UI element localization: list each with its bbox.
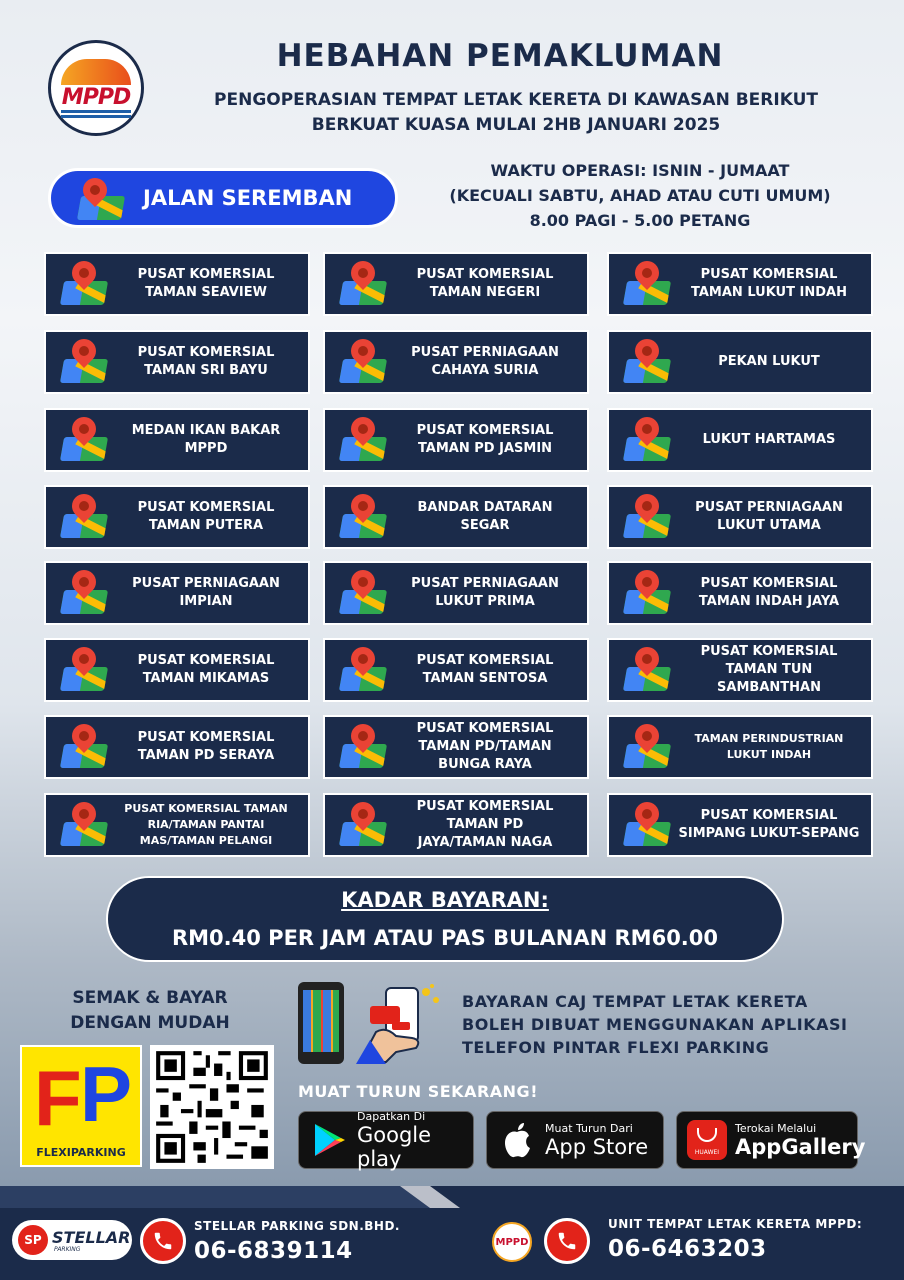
map-pin-icon (619, 492, 675, 542)
location-name-line: TAMAN MIKAMAS (142, 671, 270, 686)
location-name (675, 499, 871, 535)
location-name-line: PUSAT KOMERSIAL (416, 423, 554, 438)
pay-line-3: TELEFON PINTAR FLEXI PARKING (462, 1038, 770, 1057)
location-name-line: RIA/TAMAN PANTAI (147, 818, 265, 831)
location-name-line: PUSAT KOMERSIAL (700, 808, 838, 823)
location-name-line: PUSAT PERNIAGAAN (695, 500, 843, 515)
location-name-line: PUSAT KOMERSIAL (416, 799, 554, 814)
location-card (323, 485, 589, 549)
location-card (323, 561, 589, 625)
footer-chevron-decoration (0, 1186, 904, 1208)
location-name-line: PUSAT PERNIAGAAN (411, 345, 559, 360)
location-card (607, 793, 873, 857)
location-name-line: PUSAT KOMERSIAL (137, 500, 275, 515)
location-name-line: TAMAN SENTOSA (422, 671, 548, 686)
location-name-line: IMPIAN (179, 594, 233, 609)
check-line-2: DENGAN MUDAH (70, 1013, 230, 1033)
location-name (112, 575, 308, 611)
location-card (323, 408, 589, 472)
app-store-small: Muat Turun Dari (545, 1121, 633, 1135)
huawei-icon (687, 1120, 727, 1160)
map-pin-icon (73, 178, 123, 218)
location-name-line: TAMAN INDAH JAYA (698, 594, 840, 609)
google-play-button[interactable] (298, 1111, 474, 1169)
location-card (44, 330, 310, 394)
page-title: HEBAHAN PEMAKLUMAN (276, 38, 724, 74)
location-name-line: SIMPANG LUKUT-SEPANG (678, 826, 860, 841)
location-name (112, 801, 308, 849)
unit-phone[interactable]: 06-6463203 (608, 1236, 767, 1262)
subtitle-line-1: PENGOPERASIAN TEMPAT LETAK KERETA DI KAWASAN BERIKUT (214, 90, 818, 110)
phone-call-icon[interactable] (140, 1218, 186, 1264)
location-name-line: PUSAT KOMERSIAL (416, 653, 554, 668)
location-card (44, 793, 310, 857)
location-name (391, 652, 587, 688)
hand-payment-illustration (356, 982, 448, 1064)
location-name-line: MPPD (184, 441, 228, 456)
map-pin-icon (335, 259, 391, 309)
hours-line-2: (KECUALI SABTU, AHAD ATAU CUTI UMUM) (449, 186, 831, 205)
location-card (607, 485, 873, 549)
map-pin-icon (335, 337, 391, 387)
mppd-mini-logo: MPPD (492, 1222, 532, 1262)
location-name-line: PUSAT KOMERSIAL (416, 267, 554, 282)
location-name (391, 575, 587, 611)
location-card (44, 485, 310, 549)
location-name (391, 422, 587, 458)
location-name (391, 798, 587, 852)
map-pin-icon (56, 568, 112, 618)
location-name-line: TAMAN PD (446, 817, 524, 832)
map-pin-icon (56, 722, 112, 772)
map-pin-icon (619, 800, 675, 850)
map-pin-icon (335, 645, 391, 695)
location-name-line: LUKUT HARTAMAS (702, 432, 836, 447)
map-pin-icon (335, 800, 391, 850)
appgallery-small: Terokai Melalui (735, 1121, 817, 1135)
area-label: JALAN SEREMBAN (143, 186, 353, 210)
location-name-line: PUSAT KOMERSIAL (700, 576, 838, 591)
operating-hours (420, 158, 860, 233)
location-name-line: TAMAN TUN (725, 662, 813, 677)
location-name-line: PUSAT KOMERSIAL (700, 644, 838, 659)
fp-name: FLEXIPARKING (36, 1146, 126, 1159)
google-play-small: Dapatkan Di (357, 1109, 426, 1123)
location-card (44, 252, 310, 316)
location-name (675, 353, 871, 371)
map-pin-icon (56, 415, 112, 465)
location-name-line: TAMAN PD SERAYA (137, 748, 275, 763)
location-name-line: PUSAT KOMERSIAL (137, 267, 275, 282)
location-name (675, 643, 871, 697)
stellar-logo-text: STELLAR (52, 1227, 131, 1247)
location-name-line: TAMAN SEAVIEW (145, 285, 267, 300)
smartphone-illustration (298, 982, 344, 1064)
logo-wave (61, 110, 131, 118)
location-card (323, 638, 589, 702)
check-pay-text (40, 986, 260, 1036)
location-card (607, 638, 873, 702)
location-name (391, 720, 587, 774)
location-card (44, 715, 310, 779)
location-name (112, 344, 308, 380)
location-name-line: PUSAT KOMERSIAL (137, 653, 275, 668)
location-name-line: TAMAN SRI BAYU (144, 363, 268, 378)
mppd-logo (48, 40, 144, 136)
hours-line-3: 8.00 PAGI - 5.00 PETANG (529, 211, 751, 230)
pay-line-2: BOLEH DIBUAT MENGGUNAKAN APLIKASI (462, 1015, 848, 1034)
rate-banner (106, 876, 784, 962)
huawei-brand: HUAWEI (694, 1149, 720, 1156)
location-name-line: TAMAN PD/TAMAN (418, 739, 552, 754)
map-pin-icon (56, 337, 112, 387)
company-label: STELLAR PARKING SDN.BHD. (194, 1219, 400, 1233)
location-name (391, 499, 587, 535)
map-pin-icon (619, 259, 675, 309)
map-pin-icon (619, 722, 675, 772)
map-pin-icon (335, 415, 391, 465)
location-name-line: SEGAR (460, 518, 510, 533)
location-name (391, 344, 587, 380)
location-name-line: PUSAT KOMERSIAL (137, 730, 275, 745)
location-name (112, 652, 308, 688)
google-play-icon (309, 1120, 349, 1160)
location-name-line: SAMBANTHAN (717, 680, 821, 695)
location-name-line: PUSAT KOMERSIAL TAMAN (124, 802, 288, 815)
stellar-logo-sub: PARKING (54, 1245, 81, 1253)
location-card (607, 330, 873, 394)
location-card (607, 561, 873, 625)
location-name-line: MEDAN IKAN BAKAR (131, 423, 281, 438)
location-card (607, 252, 873, 316)
location-name-line: LUKUT INDAH (726, 748, 812, 761)
page-subtitle (160, 88, 872, 138)
map-pin-icon (56, 259, 112, 309)
location-name-line: CAHAYA SURIA (431, 363, 539, 378)
phone-call-icon-2[interactable] (544, 1218, 590, 1264)
location-name (112, 729, 308, 765)
location-name-line: BUNGA RAYA (438, 757, 532, 772)
map-pin-icon (335, 492, 391, 542)
logo-text: MPPD (61, 84, 131, 110)
check-line-1: SEMAK & BAYAR (72, 988, 228, 1008)
payment-info-text (462, 990, 882, 1059)
rate-value: RM0.40 PER JAM ATAU PAS BULANAN RM60.00 (171, 926, 719, 950)
location-card (323, 252, 589, 316)
location-card (44, 561, 310, 625)
location-name-line: TAMAN LUKUT INDAH (691, 285, 847, 300)
hours-line-1: WAKTU OPERASI: ISNIN - JUMAAT (490, 161, 790, 180)
location-name-line: TAMAN PUTERA (148, 518, 264, 533)
unit-label: UNIT TEMPAT LETAK KERETA MPPD: (608, 1217, 863, 1231)
appgallery-big: AppGallery (735, 1134, 866, 1159)
phone-icon (152, 1230, 174, 1252)
footer-bar (0, 1186, 904, 1280)
qr-code[interactable] (150, 1045, 274, 1169)
location-name-line: TAMAN PERINDUSTRIAN (694, 732, 844, 745)
location-name-line: PUSAT KOMERSIAL (700, 267, 838, 282)
location-name-line: BANDAR DATARAN (417, 500, 553, 515)
location-card (607, 408, 873, 472)
location-card (44, 408, 310, 472)
google-play-big: Google play (357, 1122, 432, 1171)
location-name-line: PUSAT KOMERSIAL (137, 345, 275, 360)
location-name-line: LUKUT UTAMA (717, 518, 821, 533)
app-store-big: App Store (545, 1134, 649, 1159)
apple-icon (497, 1120, 537, 1160)
map-pin-icon (619, 337, 675, 387)
flexiparking-logo: F P FLEXIPARKING (20, 1045, 142, 1167)
qr-code-graphic (152, 1047, 272, 1167)
location-name-line: PUSAT PERNIAGAAN (132, 576, 280, 591)
location-card (607, 715, 873, 779)
location-name-line: TAMAN PD JASMIN (417, 441, 553, 456)
location-card (323, 330, 589, 394)
download-heading: MUAT TURUN SEKARANG! (298, 1082, 538, 1101)
map-pin-icon (56, 645, 112, 695)
appgallery-button[interactable] (676, 1111, 866, 1169)
location-name-line: LUKUT PRIMA (435, 594, 535, 609)
location-name-line: PUSAT KOMERSIAL (416, 721, 554, 736)
location-name (112, 499, 308, 535)
location-name (675, 731, 871, 763)
map-pin-icon (619, 415, 675, 465)
location-name-line: PUSAT PERNIAGAAN (411, 576, 559, 591)
location-name (675, 266, 871, 302)
location-name (112, 422, 308, 458)
location-name-line: TAMAN NEGERI (429, 285, 541, 300)
location-name (675, 575, 871, 611)
location-name (391, 266, 587, 302)
location-name (675, 807, 871, 843)
map-pin-icon (56, 800, 112, 850)
pay-line-1: BAYARAN CAJ TEMPAT LETAK KERETA (462, 992, 808, 1011)
map-pin-icon (56, 492, 112, 542)
area-badge (48, 168, 398, 228)
rate-heading: KADAR BAYARAN: (341, 888, 549, 912)
subtitle-line-2: BERKUAT KUASA MULAI 2HB JANUARI 2025 (311, 115, 721, 135)
logo-emblem (61, 59, 131, 85)
location-card (323, 793, 589, 857)
location-name (675, 431, 871, 449)
app-store-button[interactable] (486, 1111, 664, 1169)
map-pin-icon (619, 645, 675, 695)
phone-icon (556, 1230, 578, 1252)
stellar-logo: SP STELLAR PARKING (12, 1220, 132, 1260)
location-name-line: PEKAN LUKUT (718, 354, 820, 369)
location-card (323, 715, 589, 779)
location-name-line: JAYA/TAMAN NAGA (417, 835, 553, 850)
location-name (112, 266, 308, 302)
map-pin-icon (335, 568, 391, 618)
company-phone[interactable]: 06-6839114 (194, 1238, 353, 1264)
location-name-line: MAS/TAMAN PELANGI (139, 834, 273, 847)
map-pin-icon (619, 568, 675, 618)
location-card (44, 638, 310, 702)
map-pin-icon (335, 722, 391, 772)
